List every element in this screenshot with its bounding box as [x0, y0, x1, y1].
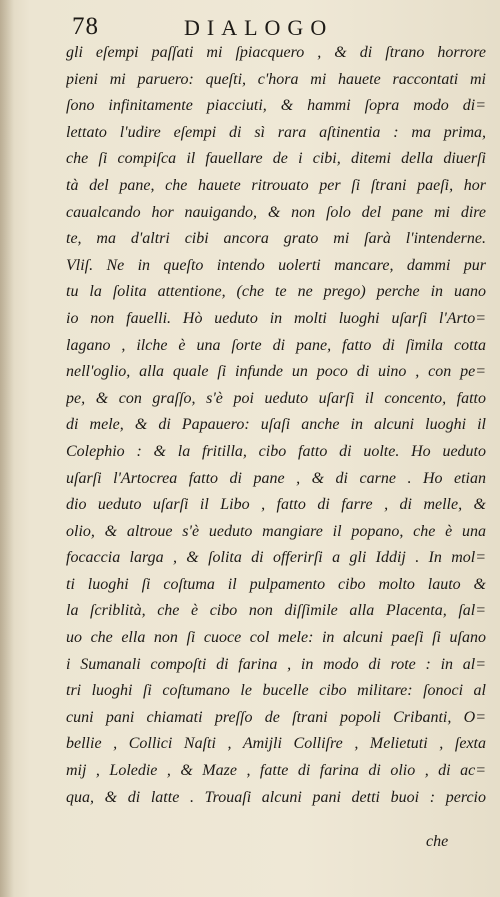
text-line: pe, & con graſſo, s'è poi ueduto uſarſi il concento, fatto	[66, 389, 486, 407]
text-line: cuni pani chiamati preſſo de ſtrani popoli Cribanti, O=	[66, 708, 486, 726]
text-line: che ſi compiſca il fauellare de i cibi, ditemi della diuerſi	[66, 150, 486, 168]
text-line: qua, & di latte . Trouaſi alcuni pani detti buoi : percio	[66, 788, 486, 806]
text-line: nell'oglio, alla quale ſi infunde un poco di uino , con pe=	[66, 363, 486, 381]
text-line: uſarſi l'Artocrea fatto di pane , & di carne . Ho etian	[66, 469, 486, 487]
page-header	[72, 12, 482, 42]
text-line: di mele, & di Papauero: uſaſi anche in alcuni luoghi il	[66, 416, 486, 434]
text-line: focaccia larga , & ſolita di offerirſi a gli Iddij . In mol=	[66, 549, 486, 567]
text-line: tu la ſolita attentione, (che te ne prego) perche in uano	[66, 283, 486, 301]
text-line: bellie , Collici Naſti , Amijli Colliſre , Melietuti , ſexta	[66, 735, 486, 753]
text-line: la ſcriblità, che è cibo non diſſimile alla Placenta, ſal=	[66, 602, 486, 620]
text-line: pieni mi paruero: queſti, c'hora mi hauete raccontati mi	[66, 70, 486, 88]
text-line: ſono infinitamente piacciuti, & hammi ſopra modo di=	[66, 97, 486, 115]
text-line: uo che ella non ſi cuoce col mele: in alcuni paeſi ſi uſano	[66, 629, 486, 647]
text-line: lettato l'udire eſempi di sì rara aſtinentia : ma prima,	[66, 123, 486, 141]
text-line: dio ueduto uſarſi il Libo , fatto di farre , di melle, &	[66, 496, 486, 514]
catchword: che	[426, 833, 449, 850]
text-line: Vliſ. Ne in queſto intendo uolerti mancare, dammi pur	[66, 256, 486, 274]
text-line: tà del pane, che hauete ritrouato per ſi ſtrani paeſi, hor	[66, 176, 486, 194]
page-number: 78	[72, 13, 99, 40]
text-line: gli eſempi paſſati mi ſpiacquero , & di ſtrano horrore	[66, 44, 486, 61]
body-text	[66, 40, 486, 811]
text-line: Colephio : & la fritilla, cibo fatto di uolte. Ho ueduto	[66, 442, 486, 460]
text-line: lagano , ilche è una ſorte di pane, fatto di ſimila cotta	[66, 336, 486, 354]
gutter-shadow	[0, 0, 14, 897]
text-line: olio, & altroue s'è ueduto mangiare il popano, che è una	[66, 522, 486, 540]
running-title: DIALOGO	[184, 15, 334, 40]
text-line: mij , Loledie , & Maze , fatte di farina di olio , di ac=	[66, 762, 486, 780]
text-line: io non fauelli. Hò ueduto in molti luoghi uſarſi l'Arto=	[66, 309, 486, 327]
text-line: i Sumanali compoſti di farina , in modo di rote : in al=	[66, 655, 486, 673]
text-line: tri luoghi ſi coſtumano le bucelle cibo militare: ſonoci al	[66, 682, 486, 700]
text-line: te, ma d'altri cibi ancora grato mi ſarà l'intenderne.	[66, 230, 486, 248]
text-line: caualcando hor nauigando, & non ſolo del pane mi dire	[66, 203, 486, 221]
text-line: ti luoghi ſi coſtuma il pulpamento cibo molto lauto &	[66, 575, 486, 593]
